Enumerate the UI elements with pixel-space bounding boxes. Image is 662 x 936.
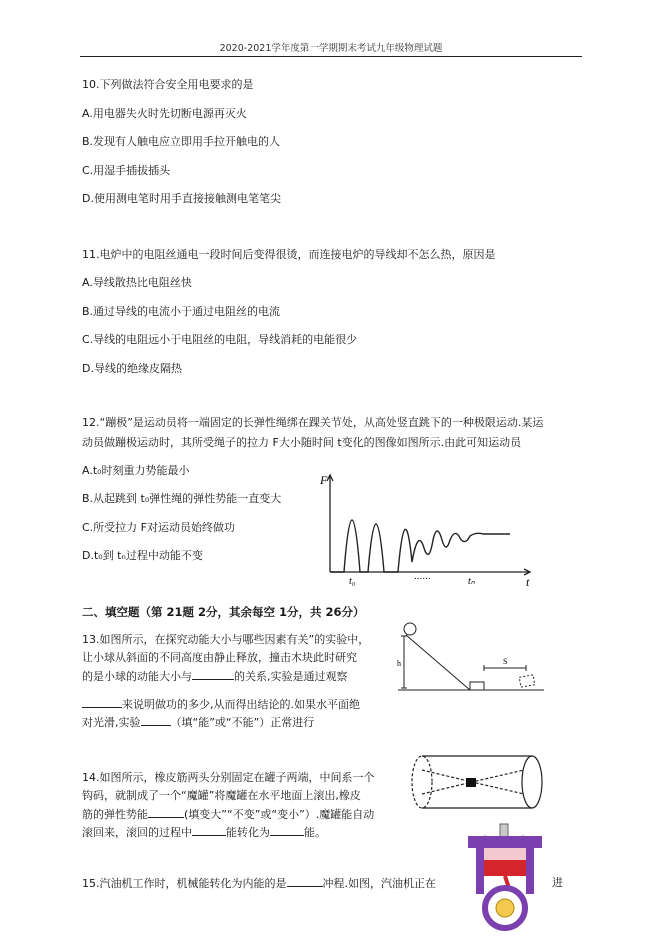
q14-line1: 14.如图所示，橡皮筋两头分别固定在罐子两端，中间系一个 — [82, 771, 375, 784]
cylinder-head — [468, 836, 542, 848]
q11-stem: 11.电炉中的电阻丝通电一段时间后变得很烫，而连接电炉的导线却不怎么热，原因是 — [82, 248, 496, 261]
spark-plug — [500, 824, 508, 838]
q12-option-a: A.t₀时刻重力势能最小 — [82, 464, 190, 477]
q12-option-c: C.所受拉力 F对运动员始终做功 — [82, 521, 236, 534]
q11-option-b: B.通过导线的电流小于通过电阻丝的电流 — [82, 305, 281, 318]
section-2-title: 二、填空题（第 21题 2分，其余每空 1分，共 26分） — [82, 605, 365, 619]
cylinder-right-wall — [526, 848, 534, 894]
wood-block — [470, 682, 484, 690]
q12-option-d: D.t₀到 tₙ过程中动能不变 — [82, 549, 203, 562]
q10-option-b: B.发现有人触电应立即用手拉开触电的人 — [82, 135, 281, 148]
q10-option-c: C.用湿手插拔插头 — [82, 164, 171, 177]
q13-blank-2[interactable] — [82, 697, 122, 708]
q10-option-d: D.使用测电笔时用手直接接触测电笔笔尖 — [82, 192, 281, 205]
force-curve — [330, 520, 510, 572]
can-body — [422, 756, 532, 808]
fig-h-label: h — [397, 659, 401, 668]
height-marker — [401, 636, 407, 688]
cylinder-left-wall — [476, 848, 484, 894]
incline-ball-figure — [398, 620, 548, 696]
can-right-end — [522, 756, 542, 808]
gasoline-engine-figure — [462, 822, 548, 930]
q13-line1: 13.如图所示，在探究动能大小与哪些因素有关”的实验中， — [82, 633, 370, 646]
q13-line4: 来说明做功的多少,从而得出结论的.如果水平面绝 — [82, 697, 360, 712]
can-left-end — [412, 756, 432, 808]
q14-line4: 滚回来，滚回的过程中 能转化为 能。 — [82, 826, 326, 839]
q10-stem: 10.下列做法符合安全用电要求的是 — [82, 78, 254, 91]
force-time-graph — [318, 470, 540, 588]
graph-tn-label: tₙ — [468, 576, 475, 587]
graph-t0-label: t₀ — [349, 576, 356, 587]
q14-blank-2[interactable] — [192, 825, 226, 836]
q11-option-c: C.导线的电阻远小于电阻丝的电阻，导线消耗的电能很少 — [82, 333, 358, 346]
q14-blank-3[interactable] — [270, 825, 304, 836]
piston — [484, 860, 526, 876]
q12-stem-line1: 12.“蹦极”是运动员将一端固定的长弹性绳绑在踝关节处，从高处竖直跳下的一种极限运动.某运 — [82, 416, 544, 429]
ball — [404, 623, 416, 635]
q15-blank-1[interactable] — [287, 876, 323, 887]
q14-line2: 钩码，就制成了一个“魔罐”将魔罐在水平地面上滚出,橡皮 — [82, 789, 361, 802]
block-end-position — [519, 675, 535, 687]
q13-blank-3[interactable] — [141, 715, 171, 726]
q15-line-end: 进 — [552, 876, 563, 889]
page-header: 2020-2021学年度第一学期期末考试九年级物理试题 — [80, 40, 582, 57]
q11-option-d: D.导线的绝缘皮隔热 — [82, 362, 182, 375]
q14-line3: 筋的弹性势能 (填变大”“不变”或“变小”）.魔罐能自动 — [82, 808, 375, 821]
q13-line5: 对光滑,实验 （填“能”或“不能”）正常进行 — [82, 716, 315, 729]
combustion-chamber — [484, 848, 526, 860]
graph-dots: ...... — [414, 571, 431, 582]
fig-s-label: S — [503, 657, 508, 666]
q13-blank-1[interactable] — [192, 669, 234, 680]
q12-stem-line2: 动员做蹦极运动时，其所受绳子的拉力 F大小随时间 t变化的图像如图所示.由此可知运动员 — [82, 436, 522, 449]
q11-option-a: A.导线散热比电阻丝快 — [82, 276, 192, 289]
q15-line: 15.汽油机工作时，机械能转化为内能的是 冲程.如图，汽油机正在 — [82, 877, 436, 890]
incline — [406, 635, 470, 690]
graph-y-label: F — [320, 473, 328, 487]
q12-option-b: B.从起跳到 t₀弹性绳的弹性势能一直变大 — [82, 492, 282, 505]
q13-line3: 的是小球的动能大小与 的关系,实验是通过观察 — [82, 670, 348, 683]
crank-wheel — [496, 899, 514, 917]
graph-x-label: t — [526, 575, 530, 589]
q10-option-a: A.用电器失火时先切断电源再灭火 — [82, 107, 247, 120]
q13-line2: 让小球从斜面的不同高度由静止释放，撞击木块此时研究 — [82, 651, 357, 664]
q14-blank-1[interactable] — [148, 807, 184, 818]
hook-weight — [466, 778, 476, 787]
magic-can-figure — [408, 752, 548, 812]
